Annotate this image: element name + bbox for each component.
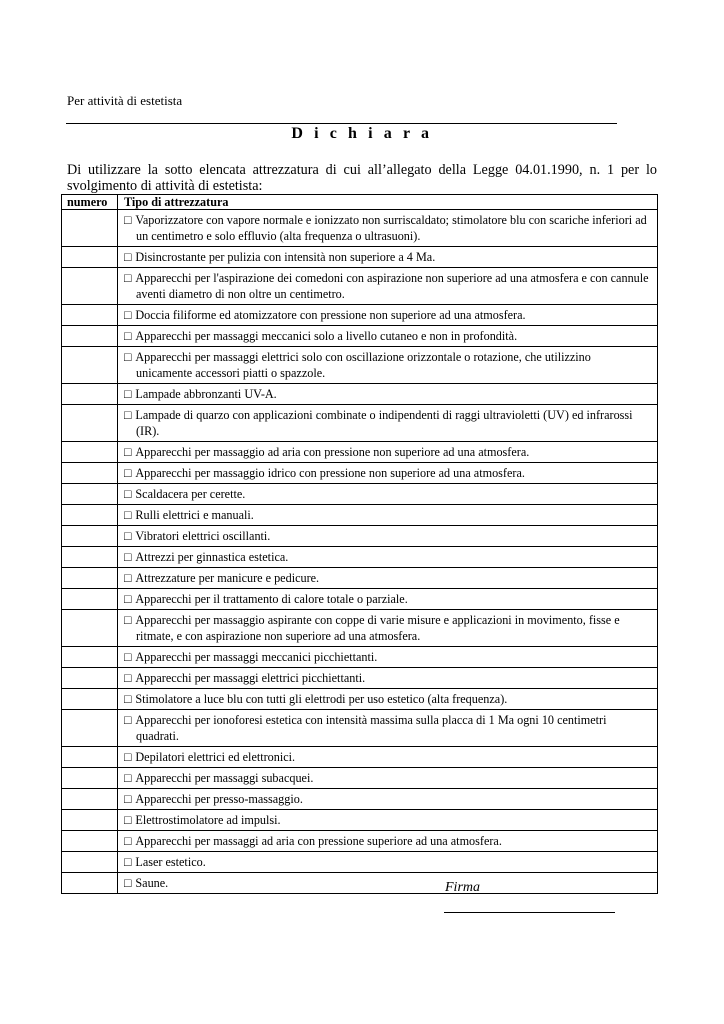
equipment-description-cell	[118, 589, 658, 610]
equipment-label: Apparecchi per massaggio aspirante con coppe di varie misure e applicazioni in movimento, fisse e ritmate, e con aspirazione non superiore ad una atmosfera.	[135, 613, 620, 643]
equipment-description-cell	[118, 326, 658, 347]
number-cell[interactable]	[62, 463, 118, 484]
equipment-label: Rulli elettrici e manuali.	[135, 508, 254, 522]
equipment-label: Scaldacera per cerette.	[135, 487, 246, 501]
number-cell[interactable]	[62, 710, 118, 747]
equipment-description-cell	[118, 405, 658, 442]
equipment-description-cell	[118, 568, 658, 589]
number-cell[interactable]	[62, 484, 118, 505]
table-row	[62, 589, 658, 610]
number-cell[interactable]	[62, 384, 118, 405]
equipment-description-cell	[118, 710, 658, 747]
equipment-label: Apparecchi per l'aspirazione dei comedoni con aspirazione non superiore ad una atmosfera e con cannule aventi diametro di non oltre un centimetro.	[135, 271, 649, 301]
equipment-label: Attrezzature per manicure e pedicure.	[135, 571, 320, 585]
page-title: D i c h i a r a	[291, 125, 433, 142]
equipment-description-cell	[118, 442, 658, 463]
checkbox-icon[interactable]: □	[124, 350, 132, 364]
equipment-description-cell	[118, 610, 658, 647]
table-row	[62, 568, 658, 589]
equipment-label: Apparecchi per massaggio idrico con pressione non superiore ad una atmosfera.	[135, 466, 525, 480]
checkbox-icon[interactable]: □	[124, 529, 132, 543]
number-cell[interactable]	[62, 589, 118, 610]
checkbox-icon[interactable]: □	[124, 792, 132, 806]
checkbox-icon[interactable]: □	[124, 771, 132, 785]
equipment-description-cell	[118, 689, 658, 710]
equipment-description-cell	[118, 810, 658, 831]
equipment-label: Vaporizzatore con vapore normale e ionizzato non surriscaldato; stimolatore blu con scariche inferiori ad un centimetro e solo effluvio (alta frequenza o ultrasuoni).	[135, 213, 647, 243]
checkbox-icon[interactable]: □	[124, 329, 132, 343]
number-cell[interactable]	[62, 810, 118, 831]
equipment-label: Depilatori elettrici ed elettronici.	[135, 750, 296, 764]
equipment-label: Apparecchi per presso-massaggio.	[135, 792, 303, 806]
number-cell[interactable]	[62, 852, 118, 873]
table-row	[62, 810, 658, 831]
checkbox-icon[interactable]: □	[124, 592, 132, 606]
number-cell[interactable]	[62, 247, 118, 268]
number-cell[interactable]	[62, 305, 118, 326]
table-row	[62, 347, 658, 384]
equipment-description-cell	[118, 268, 658, 305]
checkbox-icon[interactable]: □	[124, 876, 132, 890]
checkbox-icon[interactable]: □	[124, 466, 132, 480]
checkbox-icon[interactable]: □	[124, 250, 132, 264]
table-row	[62, 710, 658, 747]
table-row	[62, 384, 658, 405]
checkbox-icon[interactable]: □	[124, 550, 132, 564]
table-row	[62, 247, 658, 268]
number-cell[interactable]	[62, 210, 118, 247]
number-cell[interactable]	[62, 873, 118, 894]
checkbox-icon[interactable]: □	[124, 692, 132, 706]
equipment-description-cell	[118, 852, 658, 873]
number-cell[interactable]	[62, 442, 118, 463]
table-row	[62, 852, 658, 873]
equipment-description-cell	[118, 210, 658, 247]
equipment-label: Vibratori elettrici oscillanti.	[135, 529, 271, 543]
table-row	[62, 789, 658, 810]
equipment-description-cell	[118, 505, 658, 526]
signature-line[interactable]	[444, 912, 615, 913]
table-row	[62, 442, 658, 463]
equipment-description-cell	[118, 547, 658, 568]
equipment-table-body	[62, 210, 658, 894]
table-row	[62, 305, 658, 326]
number-cell[interactable]	[62, 347, 118, 384]
equipment-label: Attrezzi per ginnastica estetica.	[135, 550, 289, 564]
equipment-description-cell	[118, 484, 658, 505]
checkbox-icon[interactable]: □	[124, 445, 132, 459]
equipment-description-cell	[118, 668, 658, 689]
number-cell[interactable]	[62, 789, 118, 810]
table-row	[62, 768, 658, 789]
equipment-label: Apparecchi per massaggi subacquei.	[135, 771, 314, 785]
equipment-label: Apparecchi per massaggi meccanici solo a livello cutaneo e non in profondità.	[135, 329, 518, 343]
checkbox-icon[interactable]: □	[124, 387, 132, 401]
number-cell[interactable]	[62, 526, 118, 547]
equipment-description-cell	[118, 831, 658, 852]
table-row	[62, 873, 658, 894]
table-row	[62, 463, 658, 484]
table-row	[62, 268, 658, 305]
checkbox-icon[interactable]: □	[124, 855, 132, 869]
table-row	[62, 505, 658, 526]
table-row	[62, 647, 658, 668]
equipment-label: Apparecchi per massaggio ad aria con pressione non superiore ad una atmosfera.	[135, 445, 530, 459]
table-row	[62, 689, 658, 710]
equipment-description-cell	[118, 768, 658, 789]
checkbox-icon[interactable]: □	[124, 271, 132, 285]
checkbox-icon[interactable]: □	[124, 713, 132, 727]
checkbox-icon[interactable]: □	[124, 750, 132, 764]
equipment-description-cell	[118, 247, 658, 268]
number-cell[interactable]	[62, 747, 118, 768]
equipment-description-cell	[118, 873, 658, 894]
number-cell[interactable]	[62, 831, 118, 852]
table-row	[62, 547, 658, 568]
column-header-number: numero	[62, 195, 118, 210]
number-cell[interactable]	[62, 647, 118, 668]
checkbox-icon[interactable]: □	[124, 813, 132, 827]
equipment-label: Apparecchi per massaggi meccanici picchiettanti.	[135, 650, 378, 664]
number-cell[interactable]	[62, 689, 118, 710]
equipment-description-cell	[118, 384, 658, 405]
equipment-description-cell	[118, 347, 658, 384]
column-header-type: Tipo di attrezzatura	[118, 195, 658, 210]
intro-paragraph: Di utilizzare la sotto elencata attrezzatura di cui all’allegato della Legge 04.01.1990, n. 1 per lo svolgimento di attività di estetista:	[67, 162, 657, 194]
checkbox-icon[interactable]: □	[124, 834, 132, 848]
equipment-description-cell	[118, 526, 658, 547]
equipment-description-cell	[118, 305, 658, 326]
checkbox-icon[interactable]: □	[124, 571, 132, 585]
equipment-table	[61, 194, 658, 894]
table-row	[62, 526, 658, 547]
checkbox-icon[interactable]: □	[124, 671, 132, 685]
table-header-row	[62, 195, 658, 210]
equipment-label: Apparecchi per massaggi elettrici solo con oscillazione orizzontale o rotazione, che utilizzino unicamente accessori piatti o spazzole.	[135, 350, 591, 380]
equipment-label: Disincrostante per pulizia con intensità non superiore a 4 Ma.	[135, 250, 436, 264]
checkbox-icon[interactable]: □	[124, 213, 132, 227]
top-divider	[66, 123, 617, 124]
number-cell[interactable]	[62, 405, 118, 442]
table-row	[62, 747, 658, 768]
number-cell[interactable]	[62, 610, 118, 647]
table-row	[62, 326, 658, 347]
table-row	[62, 831, 658, 852]
equipment-label: Apparecchi per massaggi elettrici picchiettanti.	[135, 671, 366, 685]
checkbox-icon[interactable]: □	[124, 408, 132, 422]
checkbox-icon[interactable]: □	[124, 613, 132, 627]
table-row	[62, 405, 658, 442]
checkbox-icon[interactable]: □	[124, 650, 132, 664]
number-cell[interactable]	[62, 768, 118, 789]
equipment-description-cell	[118, 747, 658, 768]
document-subject: Per attività di estetista	[67, 93, 183, 108]
checkbox-icon[interactable]: □	[124, 308, 132, 322]
equipment-description-cell	[118, 463, 658, 484]
table-row	[62, 484, 658, 505]
equipment-label: Lampade di quarzo con applicazioni combinate o indipendenti di raggi ultravioletti (UV) ed infrarossi (IR).	[135, 408, 633, 438]
number-cell[interactable]	[62, 668, 118, 689]
signature-label: Firma	[445, 880, 480, 895]
equipment-label: Lampade abbronzanti UV-A.	[135, 387, 277, 401]
equipment-label: Stimolatore a luce blu con tutti gli elettrodi per uso estetico (alta frequenza).	[135, 692, 508, 706]
equipment-description-cell	[118, 789, 658, 810]
equipment-label: Elettrostimolatore ad impulsi.	[135, 813, 281, 827]
equipment-label: Apparecchi per massaggi ad aria con pressione superiore ad una atmosfera.	[135, 834, 502, 848]
checkbox-icon[interactable]: □	[124, 487, 132, 501]
number-cell[interactable]	[62, 326, 118, 347]
table-row	[62, 610, 658, 647]
equipment-label: Apparecchi per il trattamento di calore totale o parziale.	[135, 592, 408, 606]
equipment-label: Doccia filiforme ed atomizzatore con pressione non superiore ad una atmosfera.	[135, 308, 526, 322]
number-cell[interactable]	[62, 268, 118, 305]
equipment-label: Apparecchi per ionoforesi estetica con intensità massima sulla placca di 1 Ma ogni 10 centimetri quadrati.	[135, 713, 607, 743]
table-row	[62, 668, 658, 689]
equipment-description-cell	[118, 647, 658, 668]
number-cell[interactable]	[62, 568, 118, 589]
number-cell[interactable]	[62, 547, 118, 568]
equipment-label: Laser estetico.	[135, 855, 206, 869]
table-row	[62, 210, 658, 247]
equipment-label: Saune.	[135, 876, 169, 890]
number-cell[interactable]	[62, 505, 118, 526]
checkbox-icon[interactable]: □	[124, 508, 132, 522]
